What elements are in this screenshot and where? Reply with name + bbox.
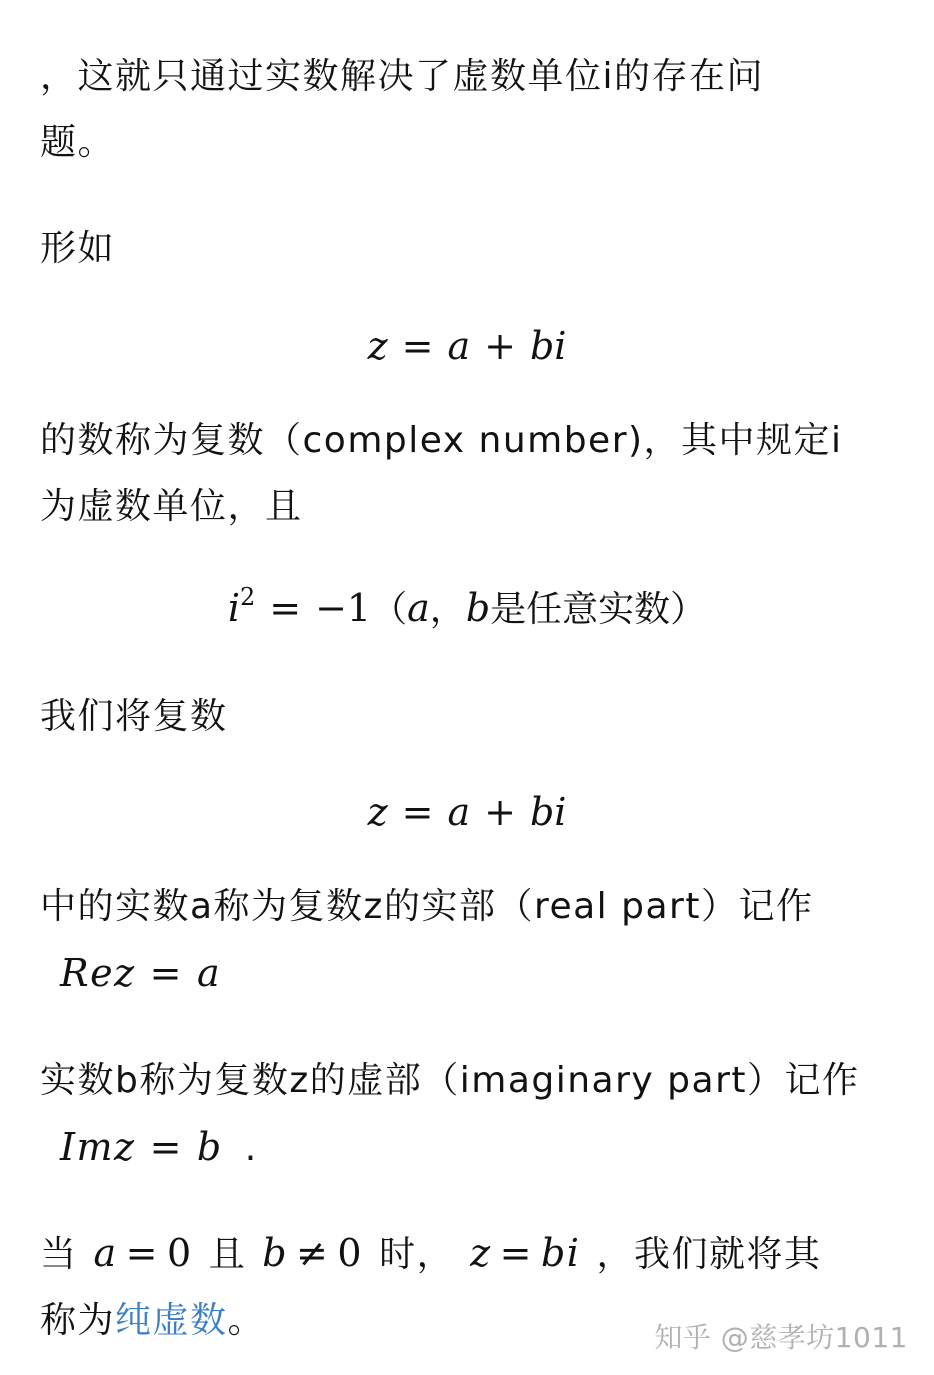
text-chengwei: 称为 (40, 1300, 116, 1341)
math-zero: 0 (167, 1231, 193, 1275)
paragraph-xingru: 形如 (40, 228, 116, 269)
math-var-z: z (114, 951, 136, 995)
math-plus: + (484, 790, 516, 834)
math-re: Re (60, 951, 115, 995)
math-not-equal: ≠ (296, 1231, 330, 1275)
link-pure-imaginary[interactable]: 纯虚数 (115, 1300, 228, 1341)
math-condition-text: 是任意实数 (490, 589, 671, 630)
math-zero: 0 (337, 1231, 364, 1275)
math-var-a: a (196, 951, 222, 995)
paragraph-line (40, 1220, 896, 1288)
text-period: 。 (227, 1300, 266, 1341)
math-var-b: b (262, 1231, 289, 1275)
math-equals: = (401, 790, 434, 834)
math-equals: = (401, 324, 434, 368)
formula-b-neq-0 (246, 1231, 379, 1275)
paragraph-line: 中的实数a称为复数z的实部（real part）记作 (40, 886, 814, 927)
math-plus: + (484, 324, 516, 368)
math-equals: = (125, 1231, 160, 1275)
math-var-bi: bi (529, 324, 567, 368)
formula-i-squared (0, 578, 934, 640)
text-qie: 且 (208, 1234, 247, 1275)
formula-z-equals-bi (454, 1231, 596, 1275)
paragraph-imaginary-part (40, 1048, 896, 1182)
text-suffix: ，我们就将其 (596, 1234, 822, 1275)
math-var-a: a (407, 586, 430, 630)
math-equals: = (499, 1231, 533, 1275)
math-comma: ， (429, 589, 466, 630)
math-paren-close: ） (670, 589, 707, 630)
paragraph-line: 的数称为复数（complex number)，其中规定i (40, 420, 843, 461)
math-var-a: a (93, 1231, 118, 1275)
watermark-zhihu: 知乎 @慈孝坊1011 (654, 1321, 908, 1354)
math-var-i: i (227, 586, 240, 630)
math-var-b: b (465, 586, 491, 630)
math-var-b: b (196, 1125, 223, 1169)
formula-re-z (40, 940, 896, 1008)
math-var-bi: bi (540, 1231, 581, 1275)
math-im: Im (60, 1125, 115, 1169)
formula-z-equals-a-plus-bi-2 (0, 782, 934, 842)
text-shi: 时， (379, 1234, 455, 1275)
paragraph-intro (40, 44, 896, 176)
paragraph-line: 为虚数单位，且 (40, 486, 303, 527)
math-var-z: z (367, 790, 388, 834)
paragraph-line: ，这就只通过实数解决了虚数单位i的存在问 (40, 56, 765, 97)
math-equals: = (269, 586, 302, 630)
math-var-bi: bi (529, 790, 567, 834)
paragraph-complex-definition (40, 408, 896, 540)
sentence-period: . (244, 1128, 258, 1169)
text-dang: 当 (40, 1234, 78, 1275)
math-var-z: z (367, 324, 388, 368)
math-exponent-2: 2 (239, 583, 256, 611)
math-equals: = (149, 1125, 183, 1169)
math-equals: = (149, 951, 183, 995)
paragraph-real-part (40, 874, 896, 1008)
formula-z-equals-a-plus-bi (0, 316, 934, 376)
formula-im-z (40, 1114, 896, 1182)
paragraph-line: 题。 (40, 122, 116, 163)
paragraph-line: 实数b称为复数z的虚部（imaginary part）记作 (40, 1060, 860, 1101)
math-minus-one: −1 (315, 586, 372, 630)
math-var-z: z (114, 1125, 136, 1169)
math-var-a: a (447, 324, 471, 368)
formula-a-equals-0 (78, 1231, 209, 1275)
math-var-z: z (470, 1231, 492, 1275)
paragraph-women-jiang: 我们将复数 (40, 696, 228, 737)
math-paren-open: （ (371, 589, 408, 630)
math-var-a: a (447, 790, 471, 834)
